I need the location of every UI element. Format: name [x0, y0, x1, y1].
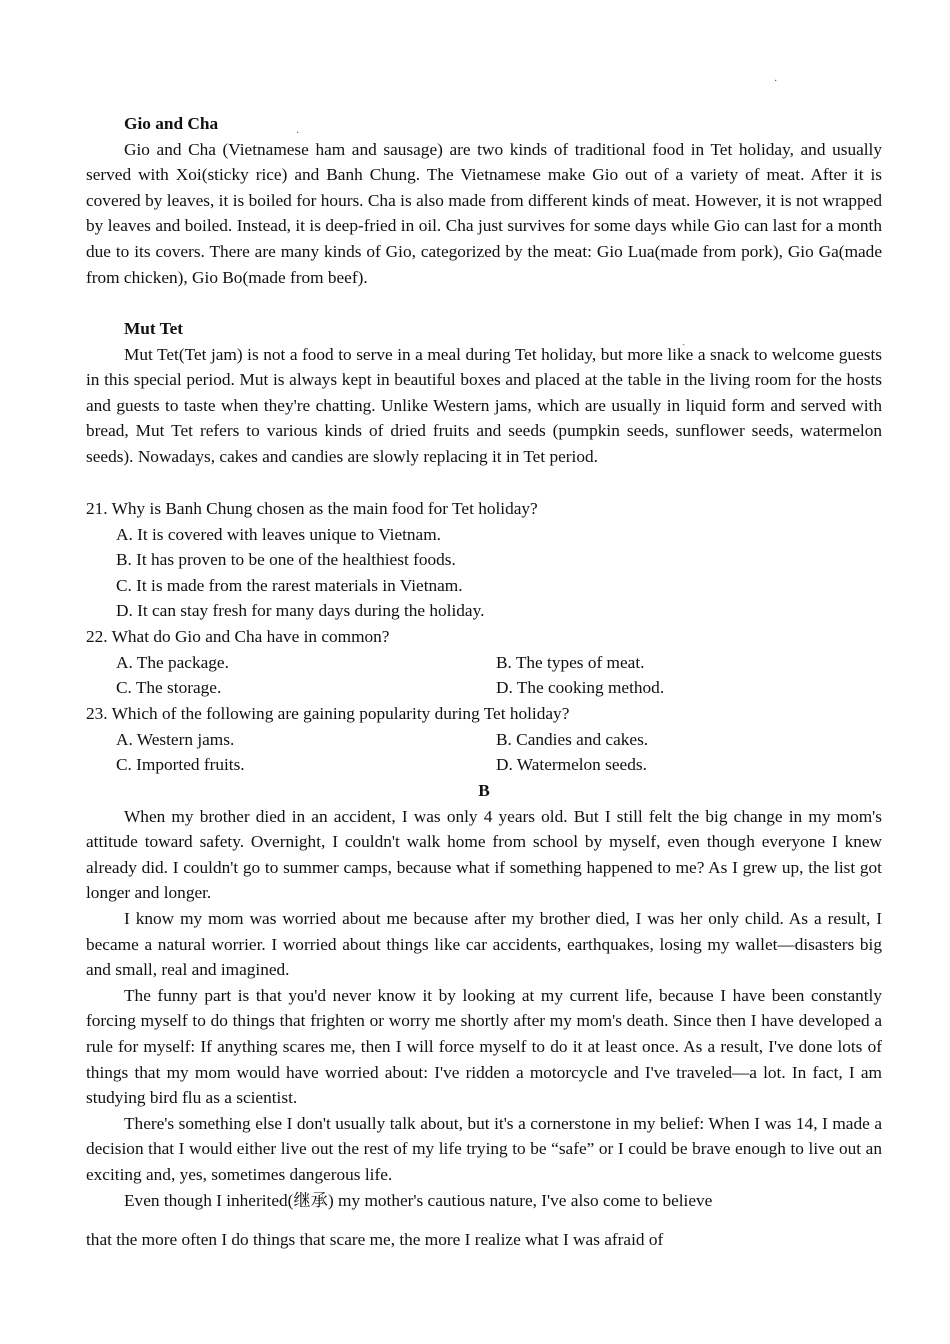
paragraph-b-4: There's something else I don't usually talk about, but it's a cornerstone in my belief: When I was 14, I made a decision that I would either live out the rest of my life trying to be “safe” or I could be brave enough to live out an exciting and, yes, sometimes dangerous life. [86, 1113, 882, 1184]
question-21 [86, 496, 882, 624]
paragraph-b-3: The funny part is that you'd never know it by looking at my current life, because I have been constantly forcing myself to do things that frighten or worry me shortly after my mom's death. Since then I have developed a rule for myself: If anything scares me, then I will force myself to do it at least once. As a result, I've done lots of things that my mom would have worried about: I've ridden a motorcycle and I've traveled—a lot. In fact, I am studying bird flu as a scientist. [86, 985, 882, 1108]
paragraph-mut: Mut Tet(Tet jam) is not a food to serve in a meal during Tet holiday, but more like a snack to welcome guests in this special period. Mut is always kept in beautiful boxes and placed at the table in the living room for the hosts and guests to taste when they're chatting. Unlike Western jams, which are usually in liquid form and served with bread, Mut Tet refers to various kinds of dried fruits and seeds (pumpkin seeds, sunflower seeds, watermelon seeds). Nowadays, cakes and candies are slowly replacing it in Tet period. [86, 344, 882, 466]
question-22 [86, 624, 882, 701]
scan-speck: · [296, 128, 300, 139]
cut-off-text: that the more often I do things that scare me, the more I realize what I was afraid of [86, 1230, 664, 1249]
section-b-label: B [478, 781, 490, 800]
scan-speck: ˏ [682, 335, 686, 346]
question-23 [86, 701, 882, 778]
option-b: B. The types of meat. [496, 652, 645, 672]
option-a: A. It is covered with leaves unique to Vietnam. [116, 524, 441, 544]
option-c: C. The storage. [116, 678, 222, 698]
option-b: B. It has proven to be one of the healthiest foods. [116, 550, 456, 570]
option-b: B. Candies and cakes. [496, 729, 649, 749]
option-c: C. It is made from the rarest materials in Vietnam. [116, 575, 463, 595]
option-a: A. Western jams. [116, 729, 235, 749]
question-stem: 21. Why is Banh Chung chosen as the main food for Tet holiday? [86, 499, 538, 518]
paragraph-b-5: Even though I inherited(继承) my mother's cautious nature, I've also come to believe [124, 1190, 713, 1210]
section-b [86, 778, 882, 1213]
paragraph-b-1: When my brother died in an accident, I was only 4 years old. But I still felt the big change in my mom's attitude toward safety. Overnight, I couldn't walk home from school by myself, even though everyone I knew already did. I couldn't go to summer camps, because what if something happened to me? As I grew up, the list got longer and longer. [86, 806, 882, 903]
paragraph-b-2: I know my mom was worried about me because after my brother died, I was her only child. As a result, I became a natural worrier. I worried about things like car accidents, earthquakes, losing my wallet—disasters big and small, real and imagined. [86, 908, 882, 980]
section-mut-tet [86, 316, 882, 470]
option-a: A. The package. [116, 652, 229, 672]
cut-off-line [86, 1230, 882, 1249]
question-stem: 23. Which of the following are gaining popularity during Tet holiday? [86, 704, 570, 723]
section-title-gio: Gio and Cha [124, 114, 219, 133]
section-title-mut: Mut Tet [124, 319, 184, 338]
scan-speck: · [774, 76, 778, 87]
section-gio-and-cha [86, 111, 882, 290]
option-d: D. The cooking method. [496, 678, 665, 698]
option-d: D. It can stay fresh for many days during the holiday. [116, 601, 485, 621]
paragraph-gio: Gio and Cha (Vietnamese ham and sausage) are two kinds of traditional food in Tet holiday, and usually served with Xoi(sticky rice) and Banh Chung. The Vietnamese make Gio out of a variety of meat. After it is covered by leaves, it is boiled for hours. Cha is also made from different kinds of meat. However, it is not wrapped by leaves and boiled. Instead, it is deep-fried in oil. Cha just survives for some days while Gio can last for a month due to its covers. There are many kinds of Gio, categorized by the meat: Gio Lua(made from pork), Gio Ga(made from chicken), Gio Bo(made from beef). [86, 139, 882, 287]
option-c: C. Imported fruits. [116, 755, 245, 775]
option-d: D. Watermelon seeds. [496, 755, 647, 775]
question-stem: 22. What do Gio and Cha have in common? [86, 627, 390, 646]
